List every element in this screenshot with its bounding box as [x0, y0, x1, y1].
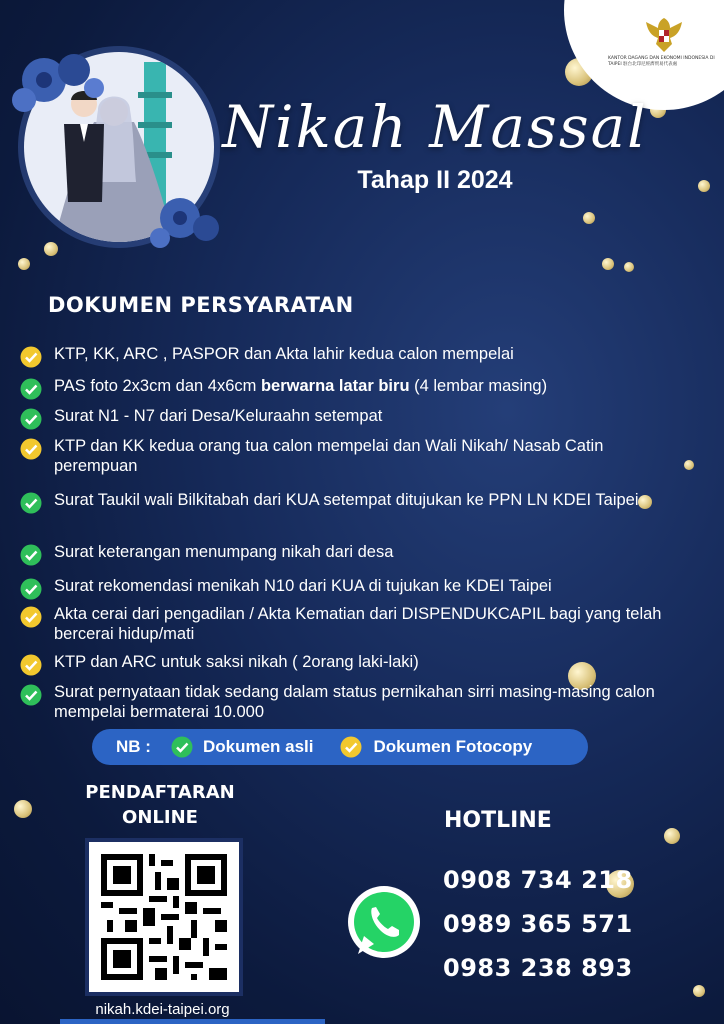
legend-fotocopy-label: Dokumen Fotocopy	[373, 737, 533, 756]
legend-bar	[92, 729, 588, 765]
requirements-heading: DOKUMEN PERSYARATAN	[48, 293, 354, 317]
requirement-text: Akta cerai dari pengadilan / Akta Kematian dari DISPENDUKCAPIL bagi yang telah bercerai hidup/mati	[54, 605, 662, 643]
decorative-dot	[44, 242, 58, 256]
list-item	[20, 406, 710, 430]
legend-asli-label: Dokumen asli	[202, 737, 314, 756]
requirement-text-part: (4 lembar masing)	[409, 377, 548, 395]
requirement-text: Surat pernyataan tidak sedang dalam status pernikahan sirri masing-masing calon mempelai bermaterai 10.000	[54, 683, 655, 721]
decorative-dot	[14, 800, 32, 818]
hotline-title: HOTLINE	[444, 808, 552, 833]
asli-badge-icon	[20, 378, 42, 400]
list-item	[20, 490, 670, 514]
decorative-dot	[583, 212, 595, 224]
registration-qr-code[interactable]	[85, 838, 243, 996]
hotline-number[interactable]: 0989 365 571	[443, 910, 633, 938]
decorative-dot	[693, 985, 705, 997]
decorative-dot	[18, 258, 30, 270]
decorative-dot	[664, 828, 680, 844]
fotocopy-badge-icon	[20, 346, 42, 368]
whatsapp-icon	[344, 882, 424, 962]
asli-badge-icon	[171, 736, 193, 758]
requirement-text	[54, 376, 547, 396]
list-item	[20, 682, 710, 722]
event-subtitle: Tahap II 2024	[357, 166, 513, 194]
asli-badge-icon	[20, 544, 42, 566]
requirement-text: Surat rekomendasi menikah N10 dari KUA di tujukan ke KDEI Taipei	[54, 577, 552, 595]
registration-url-link[interactable]: nikah.kdei-taipei.org	[95, 1001, 230, 1018]
event-title: Nikah Massal	[222, 93, 648, 161]
asli-badge-icon	[20, 492, 42, 514]
fotocopy-badge-icon	[20, 438, 42, 460]
decorative-dot	[698, 180, 710, 192]
fotocopy-badge-icon	[20, 654, 42, 676]
asli-badge-icon	[20, 408, 42, 430]
fotocopy-badge-icon	[340, 736, 362, 758]
list-item	[20, 576, 710, 600]
requirement-text: KTP, KK, ARC , PASPOR dan Akta lahir kedua calon mempelai	[54, 345, 514, 363]
requirement-text-bold: berwarna latar biru	[260, 377, 410, 395]
list-item	[20, 344, 710, 368]
hotline-number[interactable]: 0908 734 218	[443, 866, 633, 894]
list-item	[20, 542, 710, 566]
requirement-text: Surat Taukil wali Bilkitabah dari KUA setempat ditujukan ke PPN LN KDEI Taipei	[54, 491, 639, 509]
flower-decoration-icon	[140, 188, 230, 258]
registration-title	[50, 780, 270, 830]
asli-badge-icon	[20, 578, 42, 600]
qr-code-icon	[89, 842, 239, 992]
requirement-text: Surat N1 - N7 dari Desa/Keluraahn setempat	[54, 407, 383, 425]
requirement-text: Surat keterangan menumpang nikah dari desa	[54, 543, 394, 561]
decorative-dot	[624, 262, 634, 272]
list-item	[20, 436, 620, 476]
list-item	[20, 604, 710, 644]
list-item	[20, 376, 710, 400]
fotocopy-badge-icon	[20, 606, 42, 628]
decorative-dot	[602, 258, 614, 270]
registration-title-line: ONLINE	[122, 807, 198, 828]
decorative-dot	[684, 460, 694, 470]
registration-title-line: PENDAFTARAN	[85, 782, 235, 803]
requirement-text-part: PAS foto 2x3cm dan 4x6cm	[54, 377, 261, 395]
flower-decoration-icon	[4, 40, 124, 130]
hotline-number[interactable]: 0983 238 893	[443, 954, 633, 982]
office-name-text: KANTOR DAGANG DAN EKONOMI INDONESIA DI TAIPEI 駐台北印尼經濟貿易代表處	[608, 56, 715, 67]
requirement-text: KTP dan KK kedua orang tua calon mempelai dan Wali Nikah/ Nasab Catin perempuan	[54, 437, 604, 475]
url-underline-bar	[60, 1019, 325, 1024]
asli-badge-icon	[20, 684, 42, 706]
garuda-emblem-icon	[642, 14, 686, 56]
requirement-text: KTP dan ARC untuk saksi nikah ( 2orang laki-laki)	[54, 653, 419, 671]
list-item	[20, 652, 710, 676]
legend-label: NB :	[116, 737, 151, 756]
